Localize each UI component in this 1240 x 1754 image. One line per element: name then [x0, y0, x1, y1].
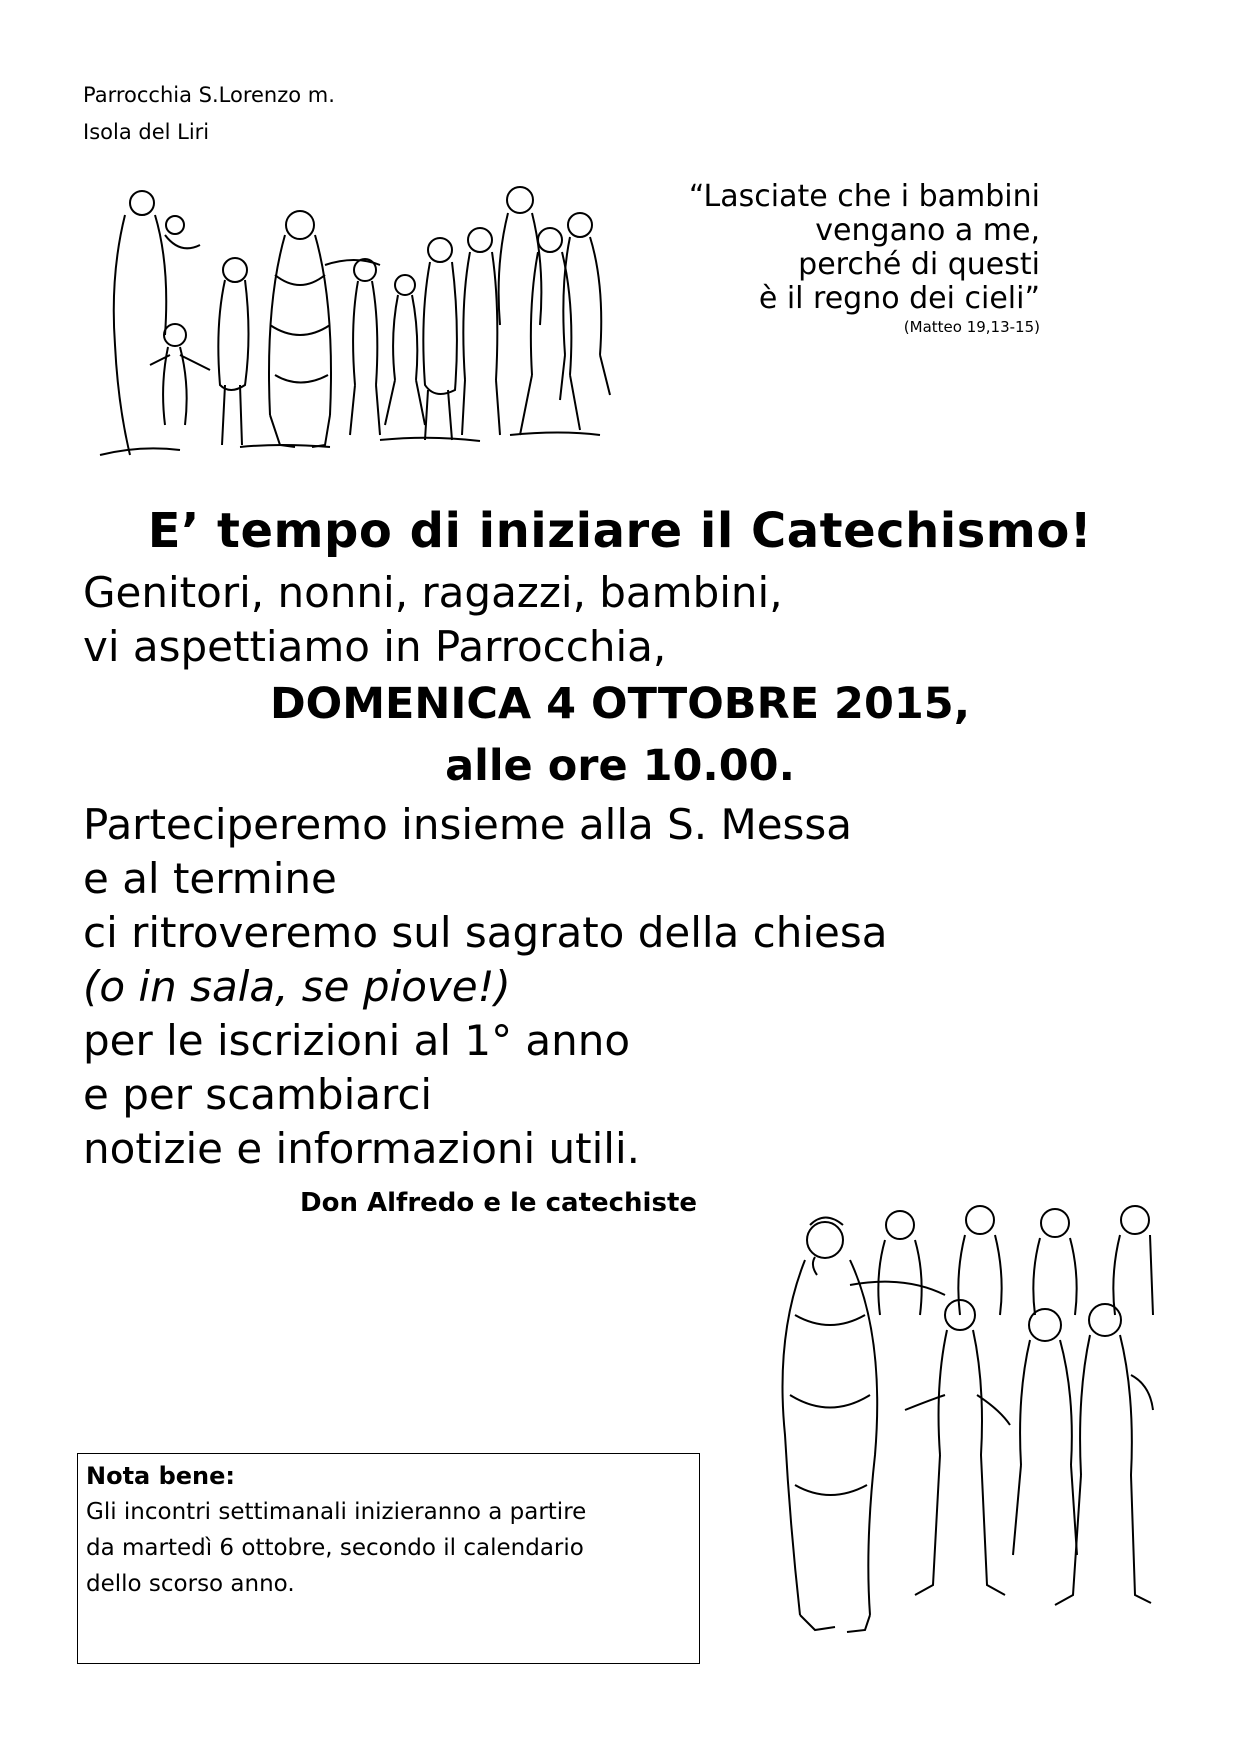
announcement-line: notizie e informazioni utili.	[83, 1124, 640, 1173]
event-time: alle ore 10.00.	[445, 741, 795, 791]
jesus-with-children-illustration	[80, 185, 670, 475]
note-line: dello scorso anno.	[86, 1571, 295, 1597]
note-line: Gli incontri settimanali inizieranno a partire	[86, 1499, 587, 1525]
signature: Don Alfredo e le catechiste	[300, 1188, 698, 1218]
announcement-line: e per scambiarci	[83, 1070, 433, 1119]
quote-line: perché di questi	[798, 247, 1040, 282]
event-date: DOMENICA 4 OTTOBRE 2015,	[269, 679, 971, 729]
announcement-line: e al termine	[83, 854, 337, 903]
note-text	[86, 1494, 691, 1602]
announcement-line: (o in sala, se piove!)	[83, 962, 511, 1011]
announcement-line: ci ritroveremo sul sagrato della chiesa	[83, 908, 888, 957]
announcement-line: vi aspettiamo in Parrocchia,	[83, 622, 667, 671]
announcement-line: Genitori, nonni, ragazzi, bambini,	[83, 568, 783, 617]
announcement-title: E’ tempo di iniziare il Catechismo!	[147, 503, 1093, 559]
announcement-line: per le iscrizioni al 1° anno	[83, 1016, 631, 1065]
quote-line: vengano a me,	[815, 213, 1040, 248]
note-title: Nota bene:	[86, 1462, 236, 1490]
nota-bene-box	[77, 1453, 700, 1664]
quote-line: “Lasciate che i bambini	[688, 179, 1040, 214]
quote-line: è il regno dei cieli”	[758, 281, 1040, 316]
jesus-with-youth-illustration	[755, 1195, 1155, 1650]
bible-quote	[689, 180, 1040, 338]
town-name: Isola del Liri	[83, 120, 210, 144]
note-line: da martedì 6 ottobre, secondo il calendario	[86, 1535, 584, 1561]
announcement-line: Parteciperemo insieme alla S. Messa	[83, 800, 853, 849]
parish-name: Parrocchia S.Lorenzo m.	[83, 83, 335, 107]
quote-reference: (Matteo 19,13-15)	[903, 318, 1040, 336]
